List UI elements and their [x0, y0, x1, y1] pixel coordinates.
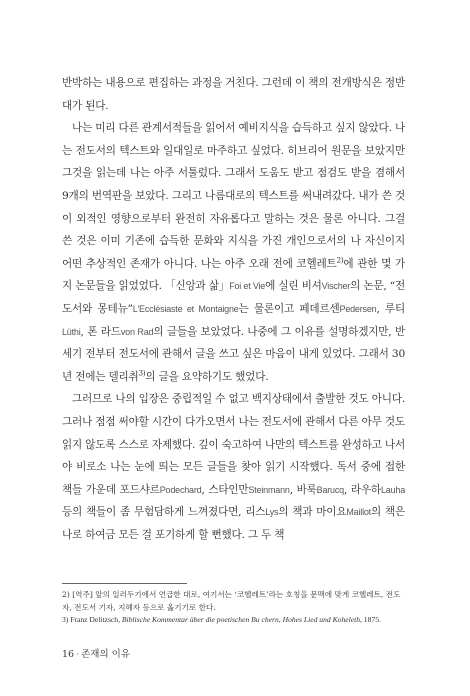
footnote-ref-2: 2): [336, 256, 344, 265]
footnotes: [62, 589, 405, 627]
paragraph-3: [62, 388, 405, 546]
page-number: 16: [62, 649, 75, 660]
latin-term: Vischer: [321, 281, 351, 292]
folio-separator: ·: [76, 649, 80, 660]
footnote-author: 3) Franz Delitzsch,: [62, 615, 122, 624]
text-run: 는 물론이고 페데르센: [238, 302, 340, 315]
text-run: 의 책은 나로 하여금 모든 걸 포기하게 할 뻔했다. 그 두 책: [62, 506, 405, 541]
text-run: , 폰 라드: [80, 325, 121, 338]
footnote-3: [62, 614, 405, 627]
latin-term: Foi et Vie: [229, 281, 266, 292]
text-run: 의 논문, “전도서와 몽테뉴”: [62, 280, 405, 315]
text-run: 에 관한 몇 가지 논문들을 읽었었다. 「신앙과 삶」: [62, 257, 405, 293]
latin-term: Pedersen: [339, 303, 377, 314]
latin-term: Podechard: [159, 484, 202, 495]
latin-term: von Rad: [120, 326, 154, 337]
footnote-ref-3: 3): [138, 369, 146, 378]
latin-term: L'Ecclésiaste et Montaigne: [132, 303, 239, 314]
text-run: 등의 책들이 좀 무험담하게 느껴졌다면, 리스: [62, 506, 266, 519]
text-run: 에 실린 비셔: [265, 280, 322, 293]
latin-term: Steinmann: [248, 484, 290, 495]
latin-term: Barucq: [316, 484, 344, 495]
text-run: , 루티: [376, 302, 405, 315]
footnote-year: , 1875.: [360, 615, 381, 624]
text-run: , 스타인만: [201, 483, 249, 496]
latin-term: Lauha: [380, 484, 405, 495]
page-footer: [62, 646, 130, 660]
text-run: 나는 미리 다른 관계서적들을 읽어서 예비지식을 습득하고 싶지 않았다. 나는 전도서의 텍스트와 일대일로 마주하고 싶었다. 히브리어 원문을 보았지만 그것을 읽는데 나는 아주 서툴렀다. 그래서 도움도 받고 점검도 받을 겸해서 9개의 번역판을 보았다. 그리고 나름대로의 텍스트를 써내려갔다. 내가 쓴 것이 외적인 영향으로부터 완전히 자유롭다고 말하는 것은 물론 아니다. 그걸 쓴 것은 이미 기존에 습득한 문화와 지식을 가진 개인으로서의 나 자신이지 어떤 추상적인 존재가 아니다. 나는 아주 오래 전에 코헬레트: [62, 122, 405, 270]
paragraph-1: 반박하는 내용으로 편집하는 과정을 거친다. 그런데 이 책의 전개방식은 정반대가 된다.: [62, 77, 405, 112]
footnote-divider: [62, 583, 187, 584]
running-title: 존재의 이유: [81, 649, 131, 660]
body-text: [62, 72, 405, 546]
latin-term: Maillot: [346, 507, 371, 518]
text-run: 의 글들을 보았었다. 나중에 그 이유를 설명하겠지만, 반세기 전부터 전도서에 관해서 글을 쓰고 싶은 마음이 내게 있었다. 그래서 30년 전에는 델리취: [62, 325, 406, 383]
footnote-2: 2) [역주] 앞의 일러두기에서 언급한 대로, 여기서는 ‘코헬레트’라는 호칭을 문맥에 맞게 코헬레트, 전도자, 전도서 기자, 지혜자 등으로 옮기기로 한다.: [62, 590, 401, 612]
text-run: , 라우하: [343, 483, 381, 496]
latin-term: Lys: [265, 507, 279, 518]
text-run: 그러므로 나의 입장은 중립적일 수 없고 백지상태에서 출발한 것도 아니다. 그러나 점점 써야할 시간이 다가오면서 나는 전도서에 관해서 다른 아무 것도 읽지 않도록 스스로 자제했다. 깊이 숙고하여 나만의 텍스트를 완성하고 나서야 비로소 나는 눈에 띄는 모든 글들을 찾아 읽기 시작했다. 독서 중에 접한 책들 가운데 포드샤르: [62, 393, 405, 496]
footnote-book-title: Biblische Kommentar über die poetischen Bu chern, Hohes Lied und Koheleth: [121, 615, 360, 624]
text-run: 의 글을 요약하기도 했었다.: [145, 370, 269, 383]
paragraph-2: [62, 117, 405, 388]
latin-term: Lüthi: [62, 326, 81, 337]
text-run: , 바룩: [289, 483, 317, 496]
text-run: 의 책과 마이요: [278, 506, 347, 519]
